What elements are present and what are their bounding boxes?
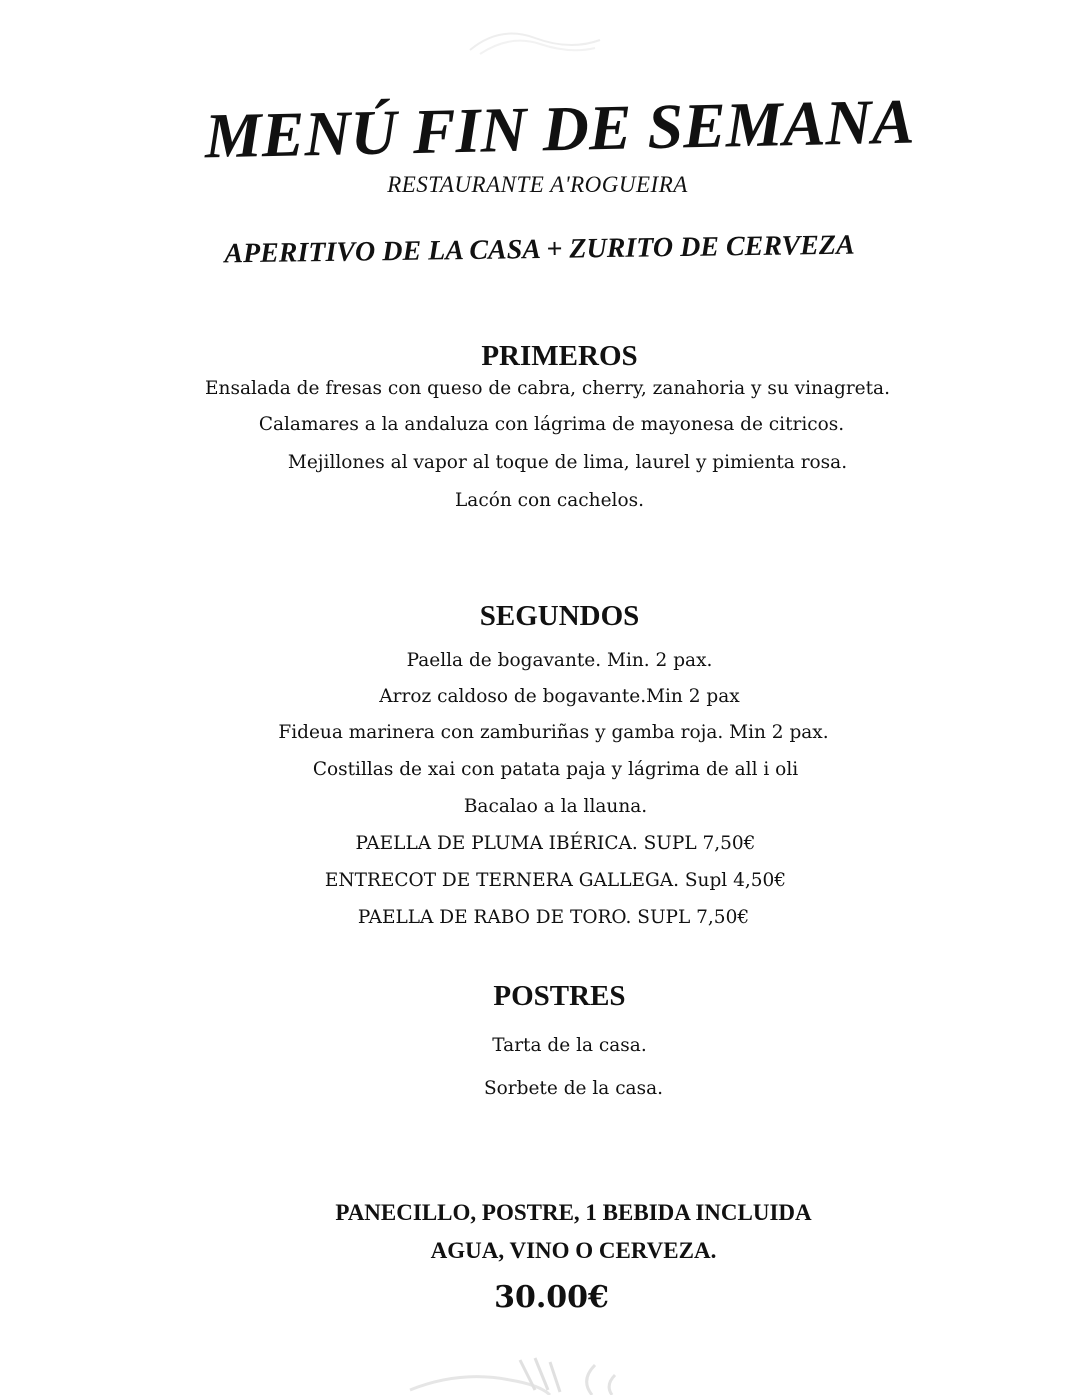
included-items: PANECILLO, POSTRE, 1 BEBIDA INCLUIDA [335, 1200, 812, 1225]
dish-item: Fideua marinera con zamburiñas y gamba roja. Min 2 pax. [278, 722, 829, 743]
dish-item: Arroz caldoso de bogavante.Min 2 pax [379, 686, 740, 707]
drink-options: AGUA, VINO O CERVEZA. [430, 1238, 717, 1263]
dish-item: Tarta de la casa. [492, 1035, 647, 1056]
dish-item: Sorbete de la casa. [483, 1078, 663, 1099]
menu-price: 30.00€ [494, 1280, 609, 1315]
dish-item: PAELLA DE PLUMA IBÉRICA. SUPL 7,50€ [355, 833, 756, 854]
section-title-postres: POSTRES [493, 980, 626, 1012]
dish-item: Bacalao a la llauna. [463, 796, 648, 817]
section-title-segundos: SEGUNDOS [479, 600, 640, 632]
dish-item: PAELLA DE RABO DE TORO. SUPL 7,50€ [357, 907, 750, 928]
dish-item: ENTRECOT DE TERNERA GALLEGA. Supl 4,50€ [324, 870, 787, 891]
decorative-flourish-icon [400, 1340, 660, 1395]
dish-item: Paella de bogavante. Min. 2 pax. [406, 650, 713, 671]
dish-item: Mejillones al vapor al toque de lima, laurel y pimienta rosa. [287, 452, 848, 473]
dish-item: Lacón con cachelos. [455, 490, 644, 511]
dish-item: Calamares a la andaluza con lágrima de mayonesa de citricos. [258, 414, 845, 435]
dish-item: Costillas de xai con patata paja y lágrima de all i oli [312, 759, 799, 780]
dish-item: Ensalada de fresas con queso de cabra, cherry, zanahoria y su vinagreta. [205, 378, 890, 399]
faded-logo-mark [460, 20, 610, 60]
menu-title: MENÚ FIN DE SEMANA [204, 85, 915, 172]
section-title-primeros: PRIMEROS [481, 340, 638, 372]
aperitivo-line: APERITIVO DE LA CASA + ZURITO DE CERVEZA [224, 229, 855, 270]
restaurant-name: RESTAURANTE A'ROGUEIRA [387, 172, 688, 197]
